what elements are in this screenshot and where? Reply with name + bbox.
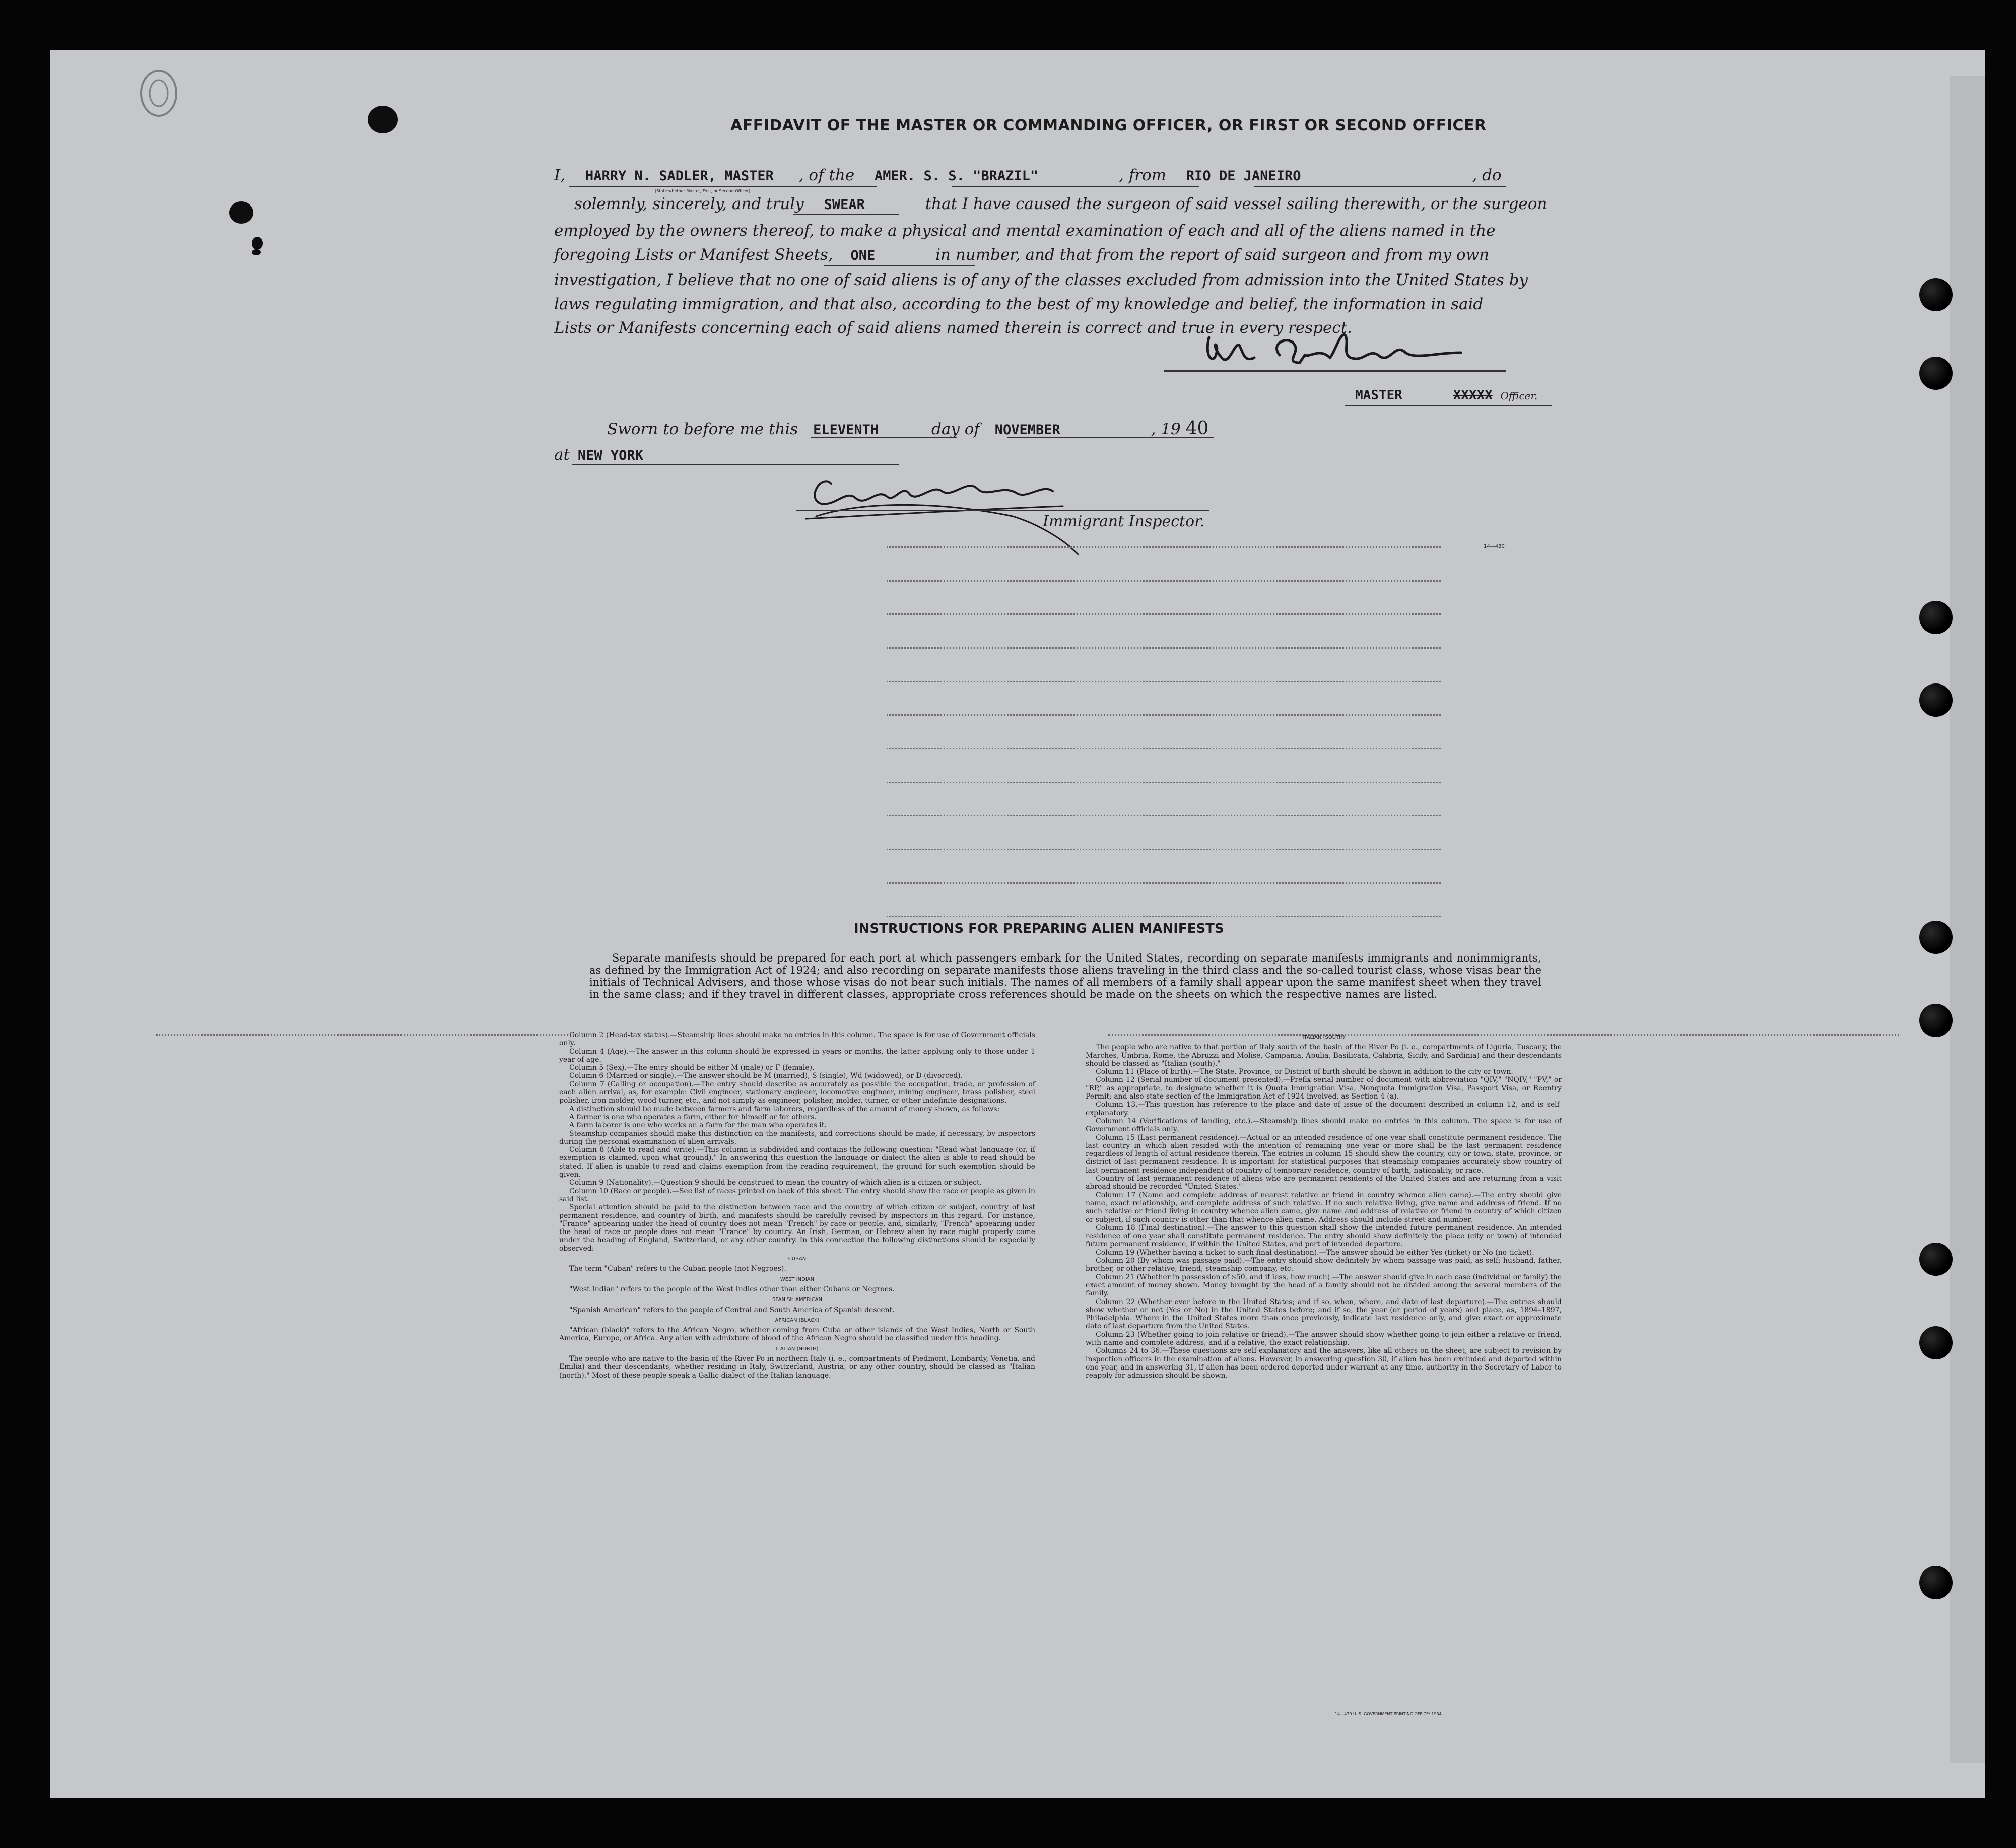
row-line (887, 882, 1441, 884)
row-line (887, 580, 1441, 582)
row-line (887, 546, 1441, 548)
sworn-month: NOVEMBER (994, 422, 1060, 438)
punch-hole (1919, 601, 1953, 634)
instruction-paragraph: Column 2 (Head-tax status).—Steamship lines should make no entries in this column. The space is for use of Government officials only. (559, 1031, 1035, 1048)
affidavit-line-7: Lists or Manifests concerning each of said aliens named therein is correct and true in every respect. (554, 319, 1353, 337)
bleed-through-text (191, 484, 206, 552)
punch-hole (1919, 1243, 1953, 1276)
instructions-right-column (1086, 1031, 1562, 1380)
master-signature (1199, 322, 1511, 373)
section-heading: ITALIAN (NORTH) (776, 1346, 819, 1352)
instruction-paragraph: Steamship companies should make this distinction on the manifests, and corrections should be made, if necessary, by inspectors during the personal examination of alien arrivals. (559, 1129, 1035, 1146)
ink-smudge (252, 237, 263, 250)
instructions-left-column (559, 1031, 1035, 1380)
ink-smudge (252, 249, 261, 255)
section-heading: ITALIAN (SOUTH) (1302, 1035, 1345, 1040)
underline (793, 214, 899, 215)
departure-port: RIO DE JANEIRO (1186, 168, 1301, 184)
instruction-paragraph: The people who are native to that portion of Italy south of the basin of the River Po (i. e., compartments of Liguria, Tuscany, the Marches, Umbria, Rome, the Abruzzi and Molise, Campania, Apulia, Basilicata, Calabria, Sicily, and Sardinia) and their descendants should be classed as "Italian (south)." (1086, 1043, 1562, 1068)
instruction-paragraph: Column 22 (Whether ever before in the United States; and if so, when, where, and date of last departure).—The entries should show whether or not (Yes or No) in the United States before; and if so, the year (or period of years) and place, as, 1894–1897, Philadelphia. Where in the United States more than once previously, indicate last residence only, and give exact or approximate date of last departure from the United States. (1086, 1297, 1562, 1331)
sworn-place: NEW YORK (577, 448, 643, 463)
instruction-paragraph: A distinction should be made between farmers and farm laborers, regardless of the amount of money shown, as follows: (569, 1105, 1000, 1113)
section-heading: CUBAN (788, 1256, 807, 1262)
signer-title: MASTER XXXXX Officer. (1355, 388, 1538, 403)
underline (824, 265, 975, 266)
row-line (887, 916, 1441, 917)
instruction-paragraph: Country of last permanent residence of aliens who are permanent residents of the United States and are returning from a visit abroad should be recorded "United States." (1086, 1175, 1562, 1191)
underline (811, 437, 957, 438)
signature-line (1164, 370, 1506, 372)
instruction-paragraph: Column 12 (Serial number of document presented).—Prefix serial number of document with abbreviation "QIV," "NQIV," "PV," or "RP," as appropriate, to designate whether it is Quota Immigration Visa, Nonquota Immigration Visa, Passport Visa, or Reentry Permit; and also state section of the Immigration Act of 1924 involved, as Section 4 (a). (1086, 1076, 1562, 1101)
instruction-paragraph: Column 20 (By whom was passage paid).—The entry should show definitely by whom passage was paid, as self; husband, father, brother, or other relative; friend; steamship company, etc. (1086, 1257, 1562, 1273)
instruction-paragraph: The term "Cuban" refers to the Cuban people (not Negroes). (569, 1265, 786, 1273)
instruction-paragraph: "African (black)" refers to the African Negro, whether coming from Cuba or other islands of the West Indies, North or South America, Europe, or Africa. Any alien with admixture of blood of the African Negro should be classified under this heading. (559, 1326, 1035, 1343)
instruction-paragraph: Column 5 (Sex).—The entry should be either M (male) or F (female). (569, 1064, 815, 1072)
instruction-paragraph: Column 6 (Married or single).—The answer should be M (married), S (single), Wd (widowed), or D (divorced). (569, 1072, 963, 1080)
punch-hole (1919, 683, 1953, 717)
punch-hole (1919, 921, 1953, 954)
instruction-paragraph: Column 10 (Race or people).—See list of races printed on back of this sheet. The entry should show the race or people as given in said list. (559, 1187, 1035, 1203)
instruction-paragraph: Column 7 (Calling or occupation).—The entry should describe as accurately as possible the occupation, trade, or profession of each alien arrival, as, for example: Civil engineer, stationary engineer, locomotive engineer, mining engineer, brass polisher, steel polisher, iron molder, wood turner, etc., and not simply as engineer, polisher, molder, turner, or other indefinite designations. (559, 1080, 1035, 1105)
sworn-day: ELEVENTH (813, 422, 879, 438)
instruction-paragraph: Column 9 (Nationality).—Question 9 should be construed to mean the country of which alien is a citizen or subject. (569, 1179, 982, 1187)
master-name: HARRY N. SADLER, MASTER (585, 168, 774, 184)
vessel-name: AMER. S. S. "BRAZIL" (875, 168, 1039, 184)
sworn-place-line: at NEW YORK (554, 446, 643, 464)
instructions-title: INSTRUCTIONS FOR PREPARING ALIEN MANIFESTS (854, 921, 1224, 936)
punch-hole (1919, 1566, 1953, 1599)
instruction-paragraph: Column 8 (Able to read and write).—This column is subdivided and contains the following question: "Read what language (or, if exemption is claimed, upon what ground)." In answering this question the language or dialect the alien is able to read should be stated. If alien is unable to read and claims exemption from the reading requirement, the ground for such exemption should be given. (559, 1146, 1035, 1179)
instruction-paragraph: Column 17 (Name and complete address of nearest relative or friend in country whence alien came).—The entry should give name, exact relationship, and complete address of such relative. If no such relative living, give name and address of friend. If no such relative or friend living in country whence alien came, give name and address of relative or friend in country of which citizen or subject, if such country is other than that whence alien came. Address should include street and number. (1086, 1191, 1562, 1224)
section-heading: AFRICAN (BLACK) (775, 1317, 820, 1323)
underline (952, 186, 1199, 187)
instruction-paragraph: "West Indian" refers to the people of the West Indies other than either Cubans or Negroes. (569, 1285, 895, 1293)
underline (572, 464, 899, 465)
affidavit-line-1: I, HARRY N. SADLER, MASTER , of the AMER. S. S. "BRAZIL" , from RIO DE JANEIRO , do (554, 166, 1502, 184)
printing-office-footer: 14—430 U. S. GOVERNMENT PRINTING OFFICE: 1934 (1335, 1712, 1442, 1716)
section-heading: WEST INDIAN (780, 1276, 815, 1282)
instruction-paragraph: Column 14 (Verifications of landing, etc.).—Steamship lines should make no entries in this column. The space is for use of Government officials only. (1086, 1117, 1562, 1134)
instruction-paragraph: "Spanish American" refers to the people of Central and South America of Spanish descent. (569, 1306, 895, 1314)
oath-word: SWEAR (824, 197, 865, 213)
affidavit-line-6: laws regulating immigration, and that also, according to the best of my knowledge and belief, the information in said (554, 295, 1484, 313)
underline (1007, 437, 1214, 438)
sheet-edge (1950, 76, 1985, 1763)
sworn-line: Sworn to before me this ELEVENTH day of NOVEMBER , 19 40 (607, 418, 1209, 439)
underline (1345, 405, 1552, 406)
row-line (887, 815, 1441, 816)
form-number: 14—430 (1484, 544, 1505, 550)
affidavit-line-4: foregoing Lists or Manifest Sheets, ONE in number, and that from the report of said surgeon and from my own (554, 246, 1490, 264)
affidavit-line-3: employed by the owners thereof, to make a physical and mental examination of each and all of the aliens named in the (554, 222, 1496, 240)
punch-hole (1919, 1004, 1953, 1037)
punch-hole (1919, 278, 1953, 311)
signature-line (796, 510, 1209, 511)
row-line (887, 647, 1441, 649)
row-line (887, 782, 1441, 783)
affidavit-line-5: investigation, I believe that no one of said aliens is of any of the classes excluded from admission into the United States by (554, 271, 1528, 289)
row-line (887, 714, 1441, 716)
instructions-intro: Separate manifests should be prepared for each port at which passengers embark for the United States, recording on separate manifests immigrants and nonimmigrants, as defined by the Immigration Act of 1924; and also recording on separate manifests those aliens traveling in the third class and the so-called tourist class, whose visas bear the initials of Technical Advisers, and those whose visas do not bear such initials. The names of all members of a family shall appear upon the same manifest sheet when they travel in the same class; and if they travel in different classes, appropriate cross references should be made on the sheets on which the respective names are listed. (589, 952, 1541, 1000)
instruction-paragraph: Column 13.—This question has reference to the place and date of issue of the document described in column 12, and is self-explanatory. (1086, 1101, 1562, 1117)
instruction-paragraph: A farmer is one who operates a farm, either for himself or for others. (569, 1113, 817, 1121)
instruction-paragraph: Column 21 (Whether in possession of $50, and if less, how much).—The answer should give in each case (individual or family) the exact amount of money shown. Money brought by the head of a family should not be divided among the several members of the family. (1086, 1273, 1562, 1298)
rank-note: (State whether Master, First, or Second Officer) (655, 189, 751, 193)
row-line (887, 613, 1441, 615)
instruction-paragraph: Column 4 (Age).—The answer in this column should be expressed in years or months, the latter applying only to those under 1 year of age. (559, 1047, 1035, 1064)
row-line (887, 748, 1441, 749)
sheet-count: ONE (850, 248, 876, 263)
ink-smudge (229, 201, 253, 224)
underline (569, 186, 877, 187)
sworn-year: 40 (1185, 418, 1209, 439)
instruction-paragraph: Column 18 (Final destination).—The answer to this question shall show the intended future permanent residence. An intended residence of one year shall constitute permanent residence. The entry should show definitely the place (city or town) of intended future permanent residence, if within the United States, and port of intended departure. (1086, 1223, 1562, 1249)
instruction-paragraph: A farm laborer is one who works on a farm for the man who operates it. (569, 1121, 827, 1130)
instruction-paragraph: The people who are native to the basin of the River Po in northern Italy (i. e., compartments of Piedmont, Lombardy, Venetia, and Emilia) and their descendants, whether residing in Italy, Switzerland, Austria, or any other country, should be classed as "Italian (north)." Most of these people speak a Gallic dialect of the Italian language. (559, 1354, 1035, 1380)
section-heading: SPANISH AMERICAN (772, 1297, 823, 1303)
instruction-paragraph: Column 11 (Place of birth).—The State, Province, or District of birth should be shown in addition to the city or town. (1096, 1068, 1513, 1076)
inspector-label: Immigrant Inspector. (1043, 513, 1205, 530)
instruction-paragraph: Column 19 (Whether having a ticket to such final destination).—The answer should be either Yes (ticket) or No (no ticket). (1096, 1248, 1534, 1257)
punch-hole (1919, 357, 1953, 390)
punch-hole (1919, 1326, 1953, 1359)
row-line (887, 681, 1441, 682)
instruction-paragraph: Column 15 (Last permanent residence).—Actual or an intended residence of one year shall constitute permanent residence. The last country in which alien resided with the intention of remaining one year or more shall be the last permanent residence regardless of length of actual residence therein. The entries in column 15 should show the country, city or town, state, province, or district of last permanent residence. It is important for statistical purposes that steamship companies accurately show country of last permanent residence independent of country of temporary residence, country of birth, nationality, or race. (1086, 1133, 1562, 1175)
ink-smudge (368, 106, 398, 133)
underline (1254, 186, 1506, 187)
row-line (887, 849, 1441, 850)
row-line (156, 1034, 574, 1036)
instruction-paragraph: Column 23 (Whether going to join relative or friend).—The answer should show whether going to join either a relative or friend, with name and complete address; and if a relative, the exact relationship. (1086, 1330, 1562, 1347)
affidavit-line-2: solemnly, sincerely, and truly SWEAR that I have caused the surgeon of said vessel sailing therewith, or the surgeon (574, 195, 1548, 213)
stamp-mark (136, 65, 181, 121)
affidavit-title: AFFIDAVIT OF THE MASTER OR COMMANDING OFFICER, OR FIRST OR SECOND OFFICER (730, 117, 1487, 134)
instruction-paragraph: Columns 24 to 36.—These questions are self-explanatory and the answers, like all others on the sheet, are subject to revision by inspection officers in the examination of aliens. However, in answering question 30, if alien has been excluded and deported within one year, and in answering 31, if alien has been ordered deported under warrant at any time, authority in the Secretary of Labor to reapply for admission should be shown. (1086, 1347, 1562, 1380)
instruction-paragraph: Special attention should be paid to the distinction between race and the country of which citizen or subject, country of last permanent residence, and country of birth, and manifests should be carefully revised by inspectors in this regard. For instance, "France" appearing under the head of country does not mean "French" by race or people, and, similarly, "French" appearing under the head of race or people does not mean "France" by country. An Irish, German, or Hebrew alien by race might properly come under the heading of England, Switzerland, or any other country. In this connection the following distinctions should be especially observed: (559, 1203, 1035, 1253)
